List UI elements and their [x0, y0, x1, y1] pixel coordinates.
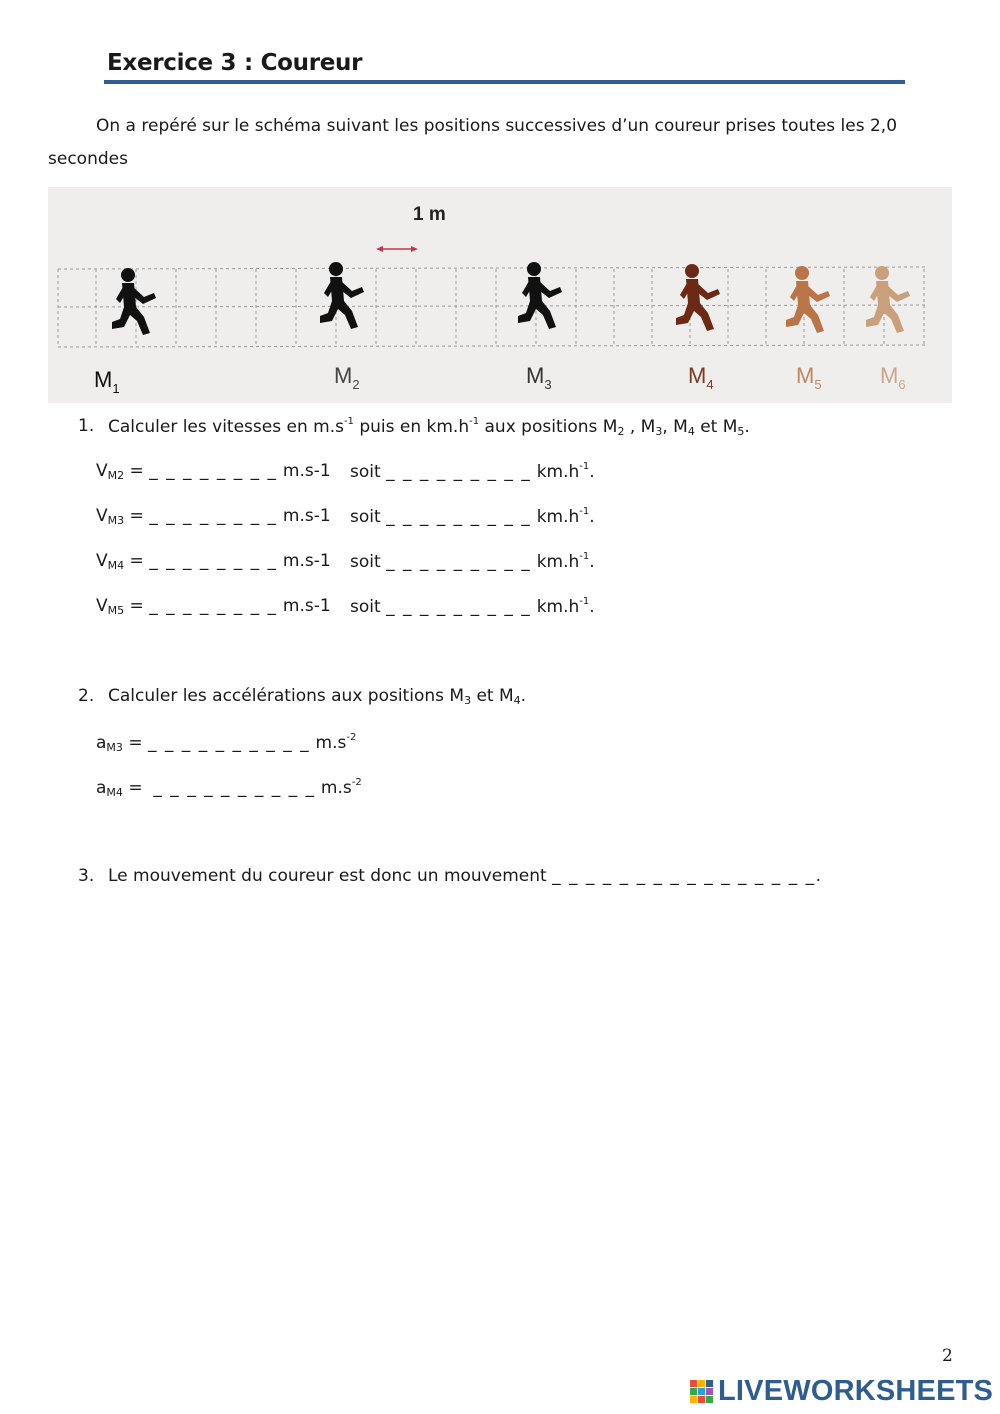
question-3-text: Le mouvement du coureur est donc un mouvement _ _ _ _ _ _ _ _ _ _ _ _ _ _ _ _.: [108, 866, 822, 886]
position-label-5: $M_5$: [796, 363, 822, 392]
acceleration-row-m4: $a_{M4}$ = _ _ _ _ _ _ _ _ _ _ $m.s^{-2}$: [96, 777, 362, 799]
position-label-2: $M_2$: [334, 363, 360, 392]
question-3: [78, 866, 878, 890]
question-1-text: Calculer les vitesses en $m.s^{-1}$ puis en $km.h^{-1}$ aux positions $M_2$ , $M_3$, $M_4$ et $M_5$.: [108, 416, 750, 438]
liveworksheets-brand: [690, 1374, 993, 1408]
scale-label: 1 m: [413, 204, 446, 225]
question-3-number: 3.: [78, 866, 95, 886]
runner-4: [676, 264, 720, 331]
position-label-6: $M_6$: [880, 363, 906, 392]
runner-1: [112, 268, 156, 335]
velocity-answer-blank[interactable]: _ _ _ _ _ _ _ _: [149, 596, 278, 616]
runner-5: [786, 266, 830, 333]
velocity-kmh-row-m5: soit _ _ _ _ _ _ _ _ _ $km.h^{-1}$.: [350, 596, 595, 617]
question-2: [78, 686, 878, 710]
velocity-row-m4: $V_{M4}$ = _ _ _ _ _ _ _ _ m.s-1: [96, 551, 331, 572]
velocity-answer-blank[interactable]: _ _ _ _ _ _ _ _: [149, 461, 278, 481]
brand-wordmark: LIVEWORKSHEETS: [718, 1374, 994, 1407]
question-1-number: 1.: [78, 416, 95, 436]
title-underline: [104, 80, 905, 84]
page-number: 2: [942, 1346, 953, 1366]
velocity-row-m5: $V_{M5}$ = _ _ _ _ _ _ _ _ m.s-1: [96, 596, 331, 617]
velocity-answer-blank[interactable]: _ _ _ _ _ _ _ _: [149, 551, 278, 571]
acceleration-answer-blank[interactable]: _ _ _ _ _ _ _ _ _ _: [147, 733, 311, 753]
runner-diagram-svg: [48, 187, 952, 403]
runner-diagram: [48, 187, 952, 403]
velocity-answer-blank[interactable]: _ _ _ _ _ _ _ _: [149, 506, 278, 526]
velocity-kmh-answer-blank[interactable]: _ _ _ _ _ _ _ _ _: [386, 462, 532, 482]
velocity-kmh-row-m4: soit _ _ _ _ _ _ _ _ _ $km.h^{-1}$.: [350, 551, 595, 572]
acceleration-row-m3: $a_{M3}$ = _ _ _ _ _ _ _ _ _ _ $m.s^{-2}$: [96, 732, 357, 754]
liveworksheets-logo-icon: [690, 1378, 714, 1404]
position-label-4: $M_4$: [688, 363, 714, 392]
exercise-title: Exercice 3 : Coureur: [107, 50, 363, 76]
runner-3: [518, 262, 562, 329]
scale-arrow: [376, 246, 418, 252]
velocity-row-m3: $V_{M3}$ = _ _ _ _ _ _ _ _ m.s-1: [96, 506, 331, 527]
position-label-3: $M_3$: [526, 363, 552, 392]
velocity-kmh-answer-blank[interactable]: _ _ _ _ _ _ _ _ _: [386, 507, 532, 527]
position-labels: [94, 363, 906, 396]
velocity-kmh-row-m3: soit _ _ _ _ _ _ _ _ _ $km.h^{-1}$.: [350, 506, 595, 527]
intro-line-1: On a repéré sur le schéma suivant les positions successives d’un coureur prises toutes les 2,0: [96, 116, 898, 136]
question-1: [78, 416, 878, 440]
acceleration-answer-blank[interactable]: _ _ _ _ _ _ _ _ _ _: [153, 778, 316, 798]
movement-answer-blank[interactable]: _ _ _ _ _ _ _ _ _ _ _ _ _ _ _ _: [552, 866, 816, 886]
intro-line-2: secondes: [48, 149, 128, 169]
velocity-kmh-answer-blank[interactable]: _ _ _ _ _ _ _ _ _: [386, 597, 532, 617]
intro-paragraph: [48, 110, 918, 176]
position-label-1: $M_1$: [94, 367, 120, 396]
runner-2: [320, 262, 364, 329]
velocity-row-m2: $V_{M2}$ = _ _ _ _ _ _ _ _ m.s-1: [96, 461, 331, 482]
question-2-number: 2.: [78, 686, 95, 706]
velocity-kmh-row-m2: soit _ _ _ _ _ _ _ _ _ $km.h^{-1}$.: [350, 461, 595, 482]
question-2-text: Calculer les accélérations aux positions $M_3$ et $M_4$.: [108, 686, 527, 707]
runner-6: [866, 266, 910, 333]
velocity-kmh-answer-blank[interactable]: _ _ _ _ _ _ _ _ _: [386, 552, 532, 572]
